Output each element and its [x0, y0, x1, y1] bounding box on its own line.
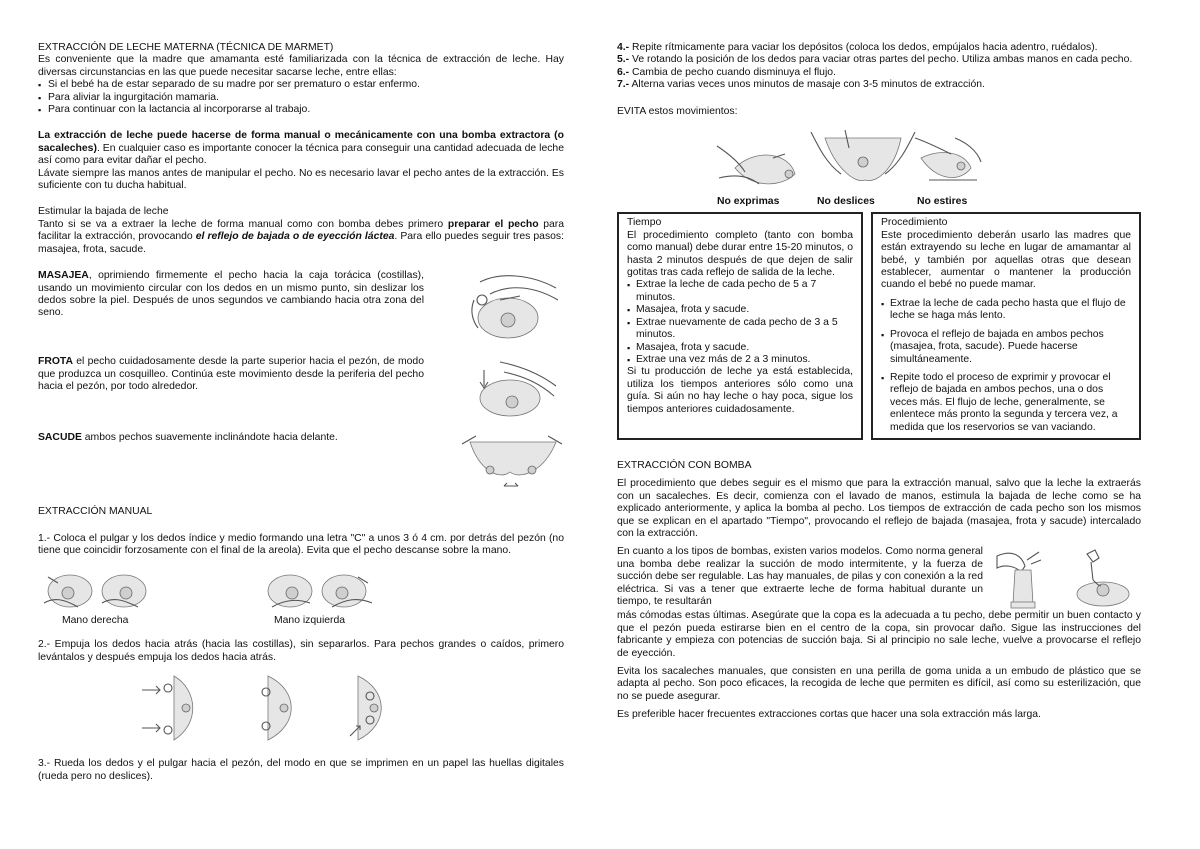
pump-paragraph-3: Evita los sacaleches manuales, que consisten en una perilla de goma unida a un embudo de plástico que se adapta al pecho. Son poco eficaces, la recogida de leche que permiten es difícil, así como su esterilización, que no se puede asegurar. [617, 666, 1141, 702]
list-item: ▪ Extrae nuevamente de cada pecho de 3 a 5 minutos. [627, 317, 853, 342]
wash-hands-paragraph: Lávate siempre las manos antes de manipular el pecho. No es necesario lavar el pecho antes de la extracción. Es suficiente con tu ducha habitual. [38, 167, 564, 192]
frota-section [38, 356, 564, 418]
frota-paragraph: FROTA el pecho cuidadosamente desde la parte superior hacia el pezón, de modo que produzca un cosquilleo. Continúa este movimiento desde la periferia del pecho hacia el pezón, por todo alrededor. [38, 356, 424, 392]
avoid-captions [717, 196, 1141, 208]
step-4: 4.- Repite rítmicamente para vaciar los depósitos (coloca los dedos, empújalos hacia adentro, ruédalos). [617, 42, 1098, 53]
bold-statement: La extracción de leche puede hacerse de forma manual o mecánicamente con una bomba extractora (o sacaleches) [38, 130, 564, 154]
procedure-box [871, 212, 1141, 440]
hand-position-figures [38, 563, 564, 615]
procedure-box-title: Procedimiento [881, 217, 948, 229]
hand-captions [38, 615, 564, 629]
manual-extraction-title: EXTRACCIÓN MANUAL [38, 506, 153, 518]
list-item: ▪ Repite todo el proceso de exprimir y provocar el reflejo de bajada en ambos pechos, una o dos veces más. El flujo de leche, generalmente, se enlentece más pronto la segunda y tercera vez, a medida que los reservorios se van vaciando. [881, 372, 1131, 434]
document-title: EXTRACCIÓN DE LECHE MATERNA (TÉCNICA DE MARMET) [38, 42, 334, 53]
step-2: 2.- Empuja los dedos hacia atrás (hacia las costillas), sin separarlos. Para pechos grandes o caídos, primero levántalos y después empuja los dedos hacia atrás. [38, 639, 564, 663]
shake-illustration [460, 432, 564, 492]
list-item: ▪ Masajea, frota y sacude. [627, 304, 853, 316]
right-hand-illustration [38, 563, 158, 615]
step-5: 5.- Ve rotando la posición de los dedos para vaciar otras partes del pecho. Utiliza ambas manos en cada pecho. [617, 54, 1133, 66]
time-box [617, 212, 863, 440]
caption-no-exprimas: No exprimas [717, 196, 780, 208]
info-boxes [617, 212, 1141, 440]
avoid-movements-illustration [715, 128, 985, 194]
time-box-list [627, 279, 853, 366]
pump-extraction-title: EXTRACCIÓN CON BOMBA [617, 459, 752, 471]
rub-illustration [460, 356, 564, 418]
pump-paragraph-4: Es preferible hacer frecuentes extracciones cortas que hacer una sola extracción más larga. [617, 709, 1041, 721]
left-column [38, 42, 564, 783]
step-1: 1.- Coloca el pulgar y los dedos índice y medio formando una letra "C" a unos 3 ó 4 cm. por detrás del pezón (no tiene que coincidir forzosamente con el final de la areola). Evita que el pecho descanse sobre la mano. [38, 532, 564, 556]
masajea-section [38, 270, 564, 342]
time-box-title: Tiempo [627, 217, 662, 229]
sacude-paragraph: SACUDE ambos pechos suavemente inclinándote hacia delante. [38, 432, 338, 444]
list-item: ▪ Extrae una vez más de 2 a 3 minutos. [627, 354, 853, 366]
step-3: 3.- Rueda los dedos y el pulgar hacia el pezón, del modo en que se imprimen en un papel las huellas digitales (rueda pero no deslices). [38, 758, 564, 782]
avoid-label: EVITA estos movimientos: [617, 105, 738, 117]
reasons-list [38, 79, 564, 116]
manual-or-pump-paragraph: La extracción de leche puede hacerse de forma manual o mecánicamente con una bomba extractora (o sacaleches). En cualquier caso es importante conocer la técnica para conseguir una cantidad adecuada de leche así como para evitar dañar el pecho. [38, 130, 564, 167]
left-hand-illustration [258, 563, 378, 615]
list-item: ▪ Para continuar con la lactancia al incorporarse al trabajo. [38, 104, 564, 116]
caption-left-hand: Mano izquierda [274, 615, 346, 627]
push-back-illustration [138, 670, 448, 744]
caption-no-deslices: No deslices [817, 196, 875, 208]
list-item: ▪ Si el bebé ha de estar separado de su madre por ser prematuro o estar enfermo. [38, 79, 564, 91]
list-item: ▪ Provoca el reflejo de bajada en ambos pechos (masajea, frota, sacude). Puede hacerse simultáneamente. [881, 329, 1131, 366]
time-box-outro: Si tu producción de leche ya está establecida, utiliza los tiempos anteriores sólo como una guía. Si aún no hay leche o hay poca, sigue los tiempos anteriores cuidadosamente. [627, 366, 853, 415]
procedure-box-intro: Este procedimiento deberán usarlo las madres que están extrayendo su leche en lugar de amamantar al bebé, y también por aquellas otras que desean establecer, aumentar o mantener la producción cuando el bebé no puede mamar. [881, 229, 1131, 291]
breast-pump-illustration [991, 546, 1141, 610]
pump-paragraph-2b: más cómodas estas últimas. Asegúrate que la copa es la adecuada a tu pecho, debe permitir un buen contacto y que el pezón pueda estirarse bien en el centro de la copa, sin provocar daño. Sigue las instrucciones del fabricante y empieza con potencias de succión baja. Si al principio no sale leche, vuelve a provocarse el reflejo de eyección. [617, 610, 1141, 659]
pump-types-section [617, 546, 1141, 610]
step-6: 6.- Cambia de pecho cuando disminuya el flujo. [617, 66, 836, 78]
masajea-paragraph: MASAJEA, oprimiendo firmemente el pecho hacia la caja torácica (costillas), usando un movimiento circular con los dedos en un mismo punto, sin deslizar los dedos sobre la piel. Después de unos segundos ve cambiando hacia otra zona del seno. [38, 270, 424, 319]
list-item: ▪ Masajea, frota y sacude. [627, 342, 853, 354]
time-box-intro: El procedimiento completo (tanto con bomba como manual) debe durar entre 15-20 minutos, o hasta 2 minutos después de que dejen de salir gotitas tras cada reflejo de salida de la leche. [627, 229, 853, 279]
caption-no-estires: No estires [917, 196, 968, 208]
list-item: ▪ Extrae la leche de cada pecho de 5 a 7 minutos. [627, 279, 853, 304]
list-item: ▪ Para aliviar la ingurgitación mamaria. [38, 92, 564, 104]
step-7: 7.- Alterna varias veces unos minutos de masaje con 3-5 minutos de extracción. [617, 79, 985, 91]
stimulate-title: Estimular la bajada de leche [38, 206, 169, 218]
caption-right-hand: Mano derecha [62, 615, 129, 627]
stimulate-paragraph: Tanto si se va a extraer la leche de forma manual como con bomba debes primero preparar el pecho para facilitar la extracción, provocando el reflejo de bajada o de eyección láctea. Para ello puedes seguir tres pasos: masajea, frota, sacude. [38, 218, 565, 255]
intro-paragraph: Es conveniente que la madre que amamanta esté familiarizada con la técnica de extracción de leche. Hay diversas circunstancias en las que puede necesitar sacarse leche, entre ellas: [38, 54, 564, 78]
list-item: ▪ Extrae la leche de cada pecho hasta que el flujo de leche se haga más lento. [881, 298, 1131, 323]
pump-paragraph-2a: En cuanto a los tipos de bombas, existen varios modelos. Como norma general una bomba debe realizar la succión de modo intermitente, y la fuerza de succión debe ser regulable. Las hay manuales, de pilas y con conexión a la red eléctrica. Si vas a tener que extraerte leche de forma habitual durante un tiempo, te resultarán [617, 546, 983, 607]
sacude-section [38, 432, 564, 492]
pump-paragraph-1: El procedimiento que debes seguir es el mismo que para la extracción manual, salvo que la leche la extraerás con un sacaleches. Es decir, comienza con el lavado de manos, estimula la bajada de leche como se ha explicado anteriormente, y aplica la bomba al pecho. Los tiempos de extracción de cada pecho son los mismos que se explican en el apartado "Tiempo", provocando el reflejo de bajada (masajea, frota y sacude) intercalado con la extracción. [617, 478, 1141, 539]
massage-illustration [460, 270, 564, 342]
procedure-box-list [881, 298, 1131, 434]
right-column [617, 42, 1141, 722]
